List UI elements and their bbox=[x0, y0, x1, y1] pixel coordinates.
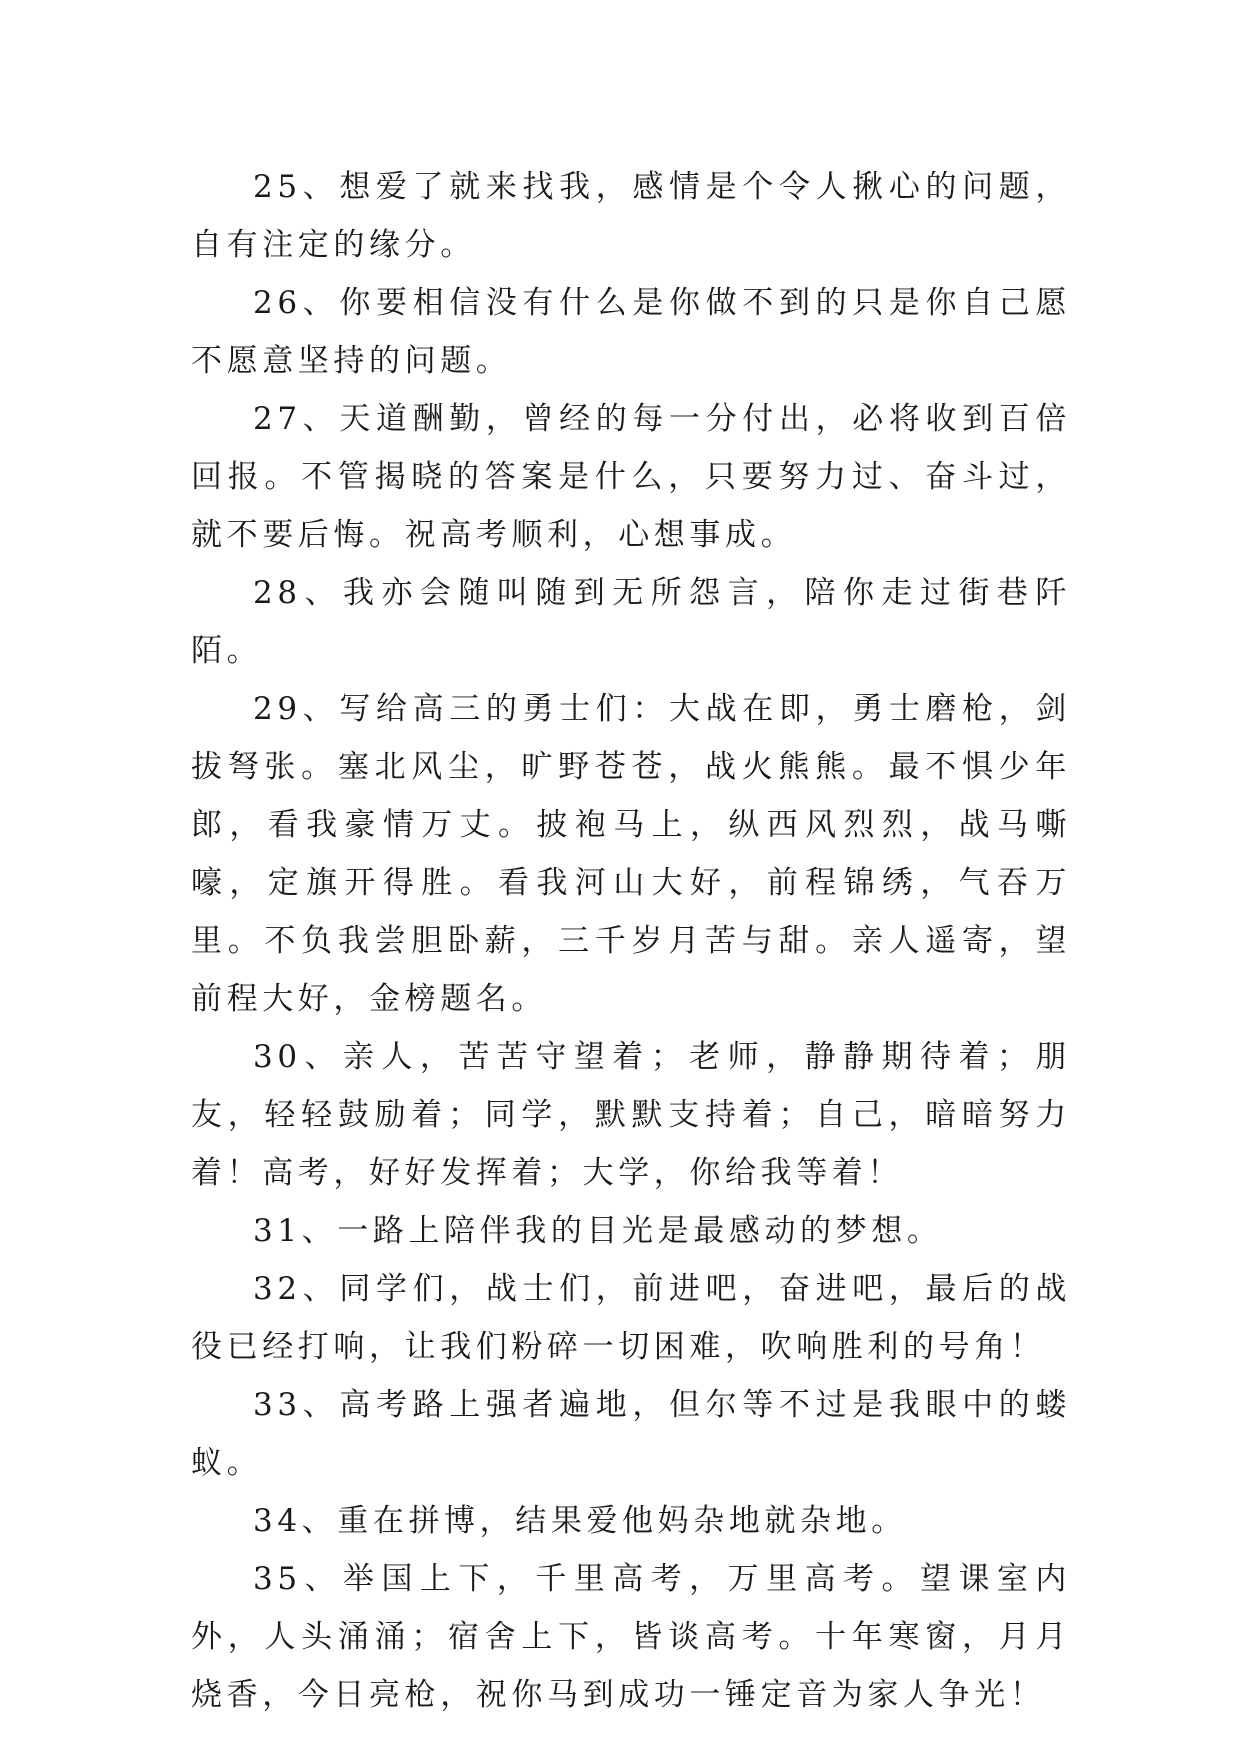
paragraph-30: 30、亲人，苦苦守望着；老师，静静期待着；朋友，轻轻鼓励着；同学，默默支持着；自己，暗暗努力着！高考，好好发挥着；大学，你给我等着！ bbox=[191, 1039, 1071, 1191]
paragraph-35: 35、举国上下，千里高考，万里高考。望课室内外，人头涌涌；宿舍上下，皆谈高考。十年寒窗，月月烧香，今日亮枪，祝你马到成功一锤定音为家人争光！ bbox=[191, 1561, 1071, 1713]
paragraph-27: 27、天道酬勤，曾经的每一分付出，必将收到百倍回报。不管揭晓的答案是什么，只要努力过、奋斗过，就不要后悔。祝高考顺利，心想事成。 bbox=[191, 401, 1071, 553]
paragraph-25: 25、想爱了就来找我，感情是个令人揪心的问题，自有注定的缘分。 bbox=[191, 169, 1071, 263]
paragraph-26: 26、你要相信没有什么是你做不到的只是你自己愿不愿意坚持的问题。 bbox=[191, 285, 1071, 379]
paragraph-34: 34、重在拼博，结果爱他妈杂地就杂地。 bbox=[253, 1503, 907, 1539]
paragraph-33: 33、高考路上强者遍地，但尔等不过是我眼中的蝼蚁。 bbox=[191, 1387, 1071, 1481]
paragraph-28: 28、我亦会随叫随到无所怨言，陪你走过街巷阡陌。 bbox=[191, 575, 1071, 669]
paragraph-32: 32、同学们，战士们，前进吧，奋进吧，最后的战役已经打响，让我们粉碎一切困难，吹响胜利的号角！ bbox=[191, 1271, 1071, 1365]
paragraph-31: 31、一路上陪伴我的目光是最感动的梦想。 bbox=[253, 1213, 943, 1249]
document-body bbox=[191, 158, 1071, 1724]
paragraph-29: 29、写给高三的勇士们：大战在即，勇士磨枪，剑拔弩张。塞北风尘，旷野苍苍，战火熊熊。最不惧少年郎，看我豪情万丈。披袍马上，纵西风烈烈，战马嘶嚎，定旗开得胜。看我河山大好，前程锦绣，气吞万里。不负我尝胆卧薪，三千岁月苦与甜。亲人遥寄，望前程大好，金榜题名。 bbox=[191, 691, 1071, 1017]
